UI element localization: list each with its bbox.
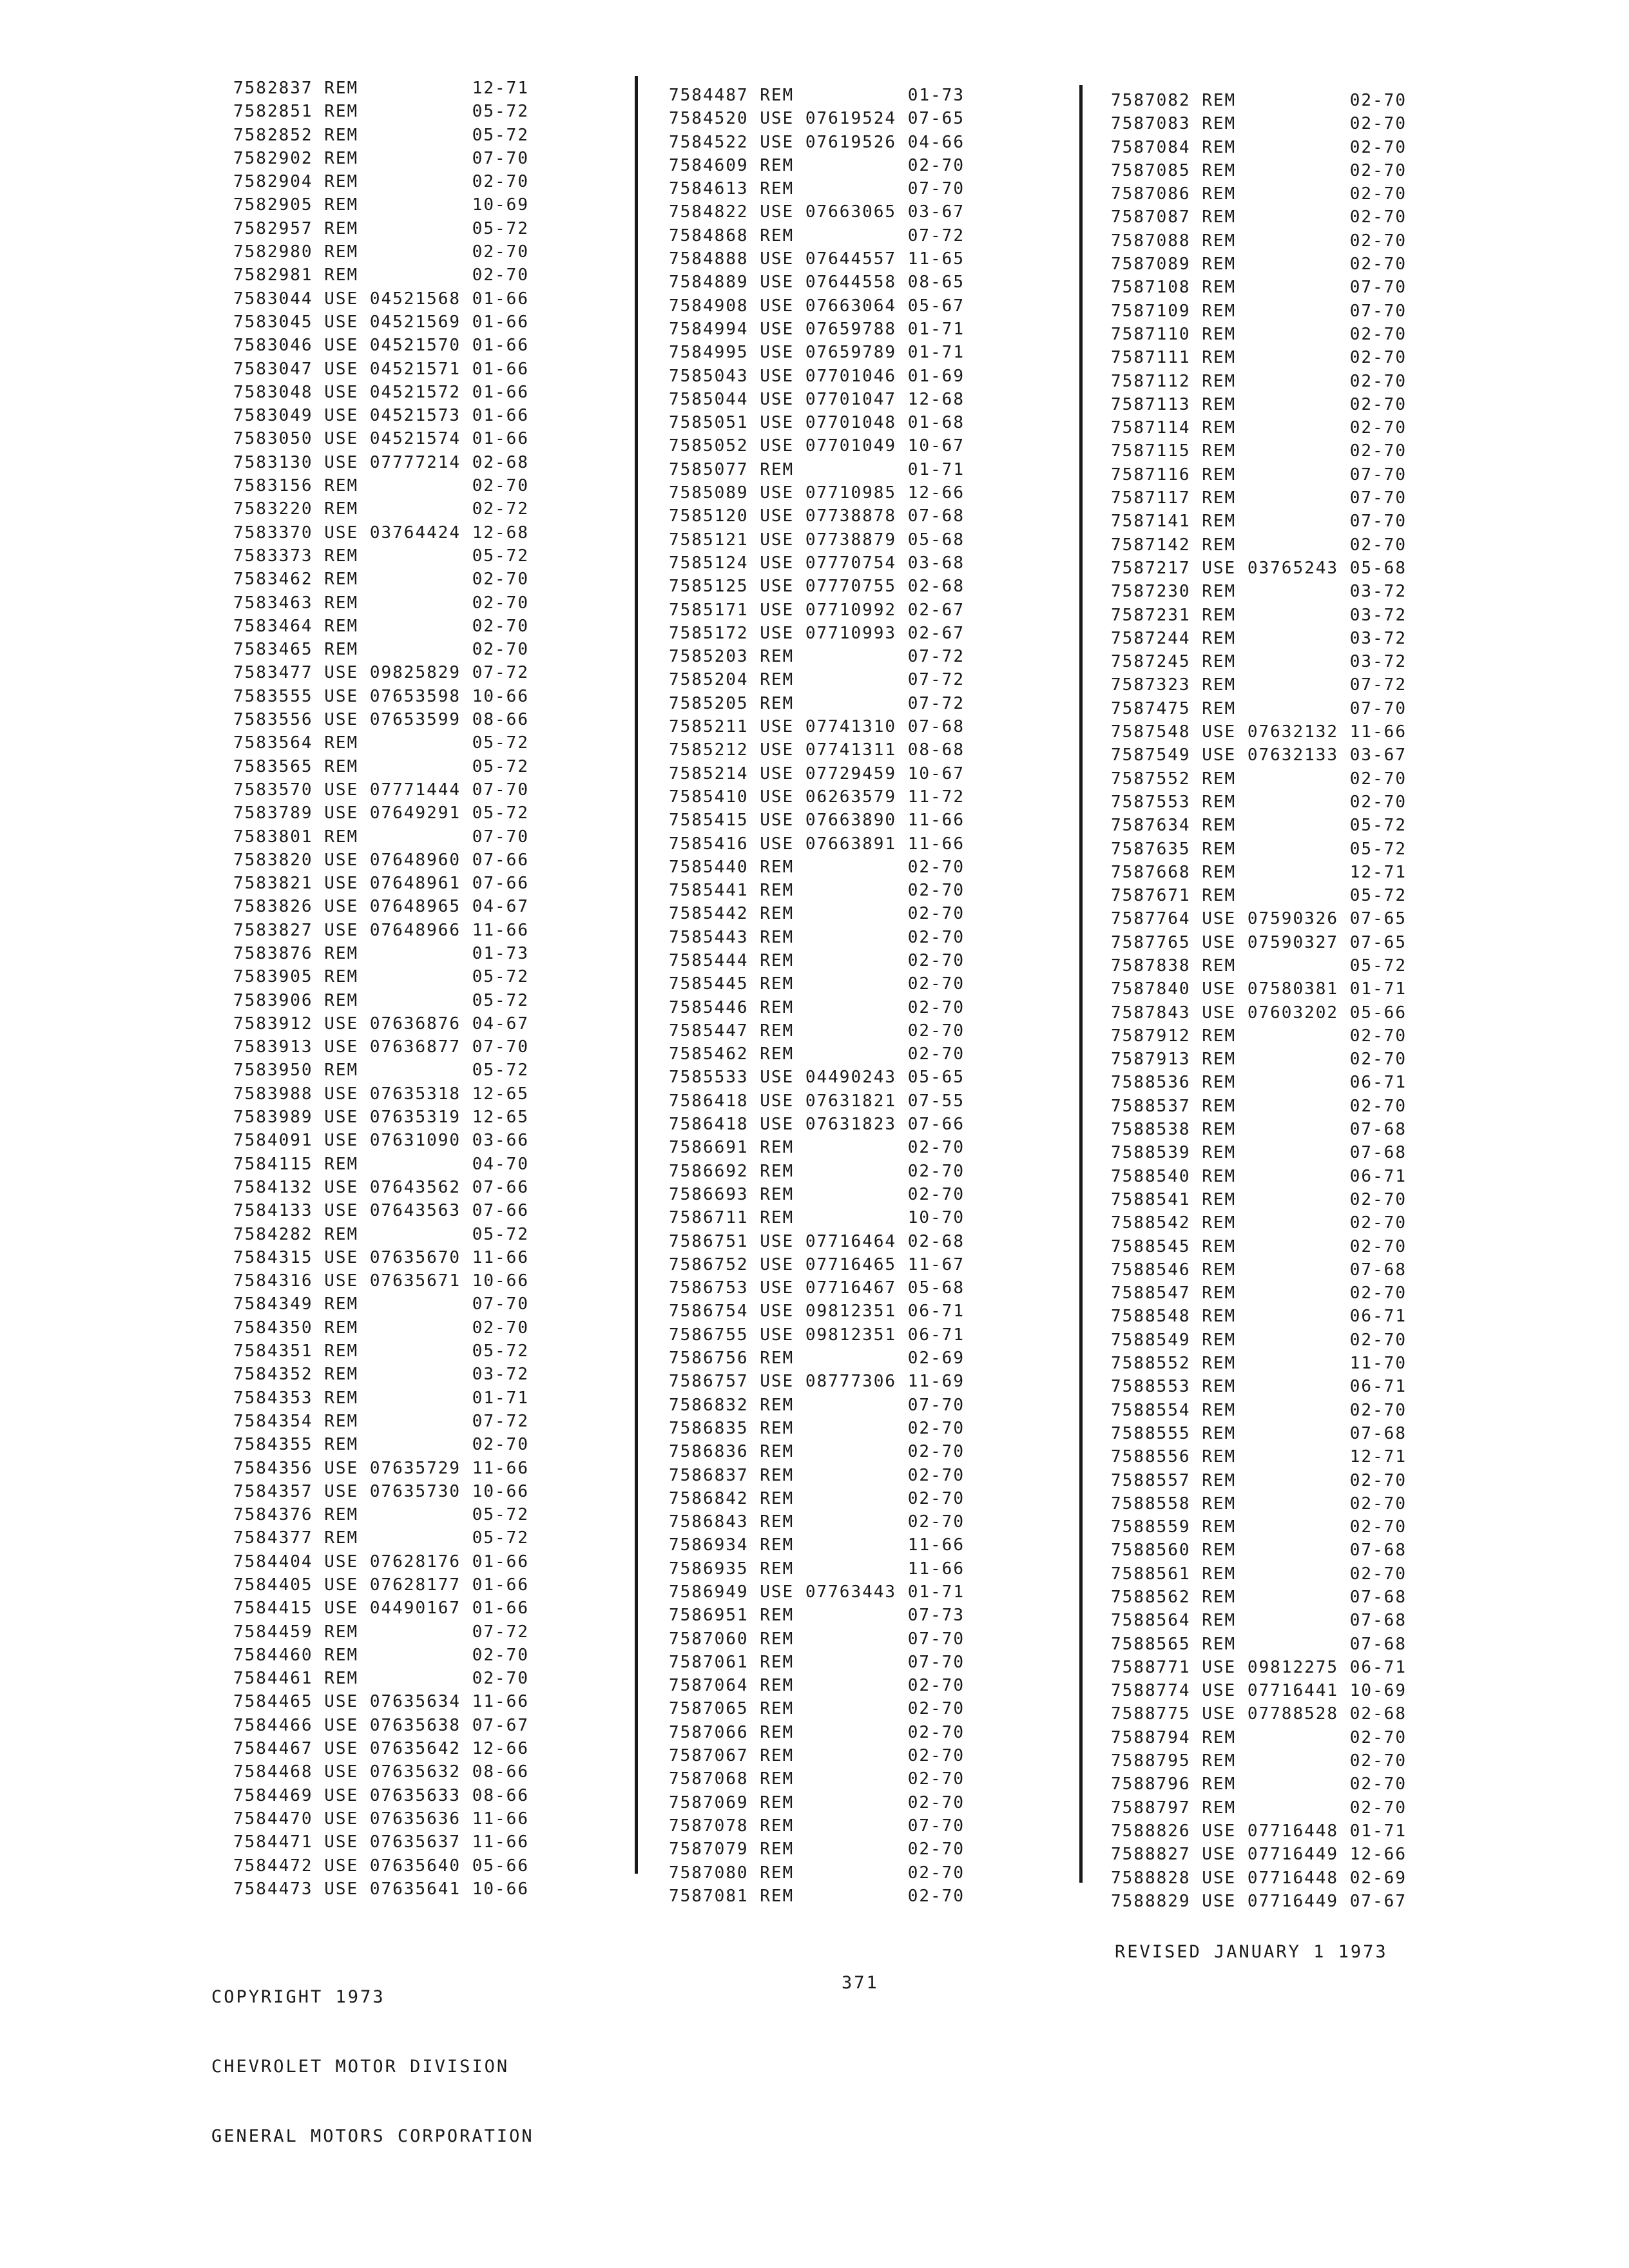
part-entry-row: 7584355 REM 02-70 (233, 1435, 529, 1455)
part-entry-row: 7585446 REM 02-70 (669, 997, 965, 1017)
part-entry-row: 7586837 REM 02-70 (669, 1465, 965, 1485)
part-entry-row: 7588562 REM 07-68 (1111, 1588, 1407, 1607)
part-entry-row: 7584415 USE 04490167 01-66 (233, 1599, 529, 1619)
part-entry-row: 7583373 REM 05-72 (233, 546, 529, 566)
part-entry-row: 7588545 REM 02-70 (1111, 1236, 1407, 1256)
part-entry-row: 7586842 REM 02-70 (669, 1488, 965, 1508)
part-entry-row: 7583570 USE 07771444 07-70 (233, 780, 529, 800)
revision-date: REVISED JANUARY 1 1973 (1115, 1942, 1388, 1962)
part-entry-row: 7584995 USE 07659789 01-71 (669, 343, 965, 363)
part-entry-row: 7584470 USE 07635636 11-66 (233, 1809, 529, 1829)
part-entry-row: 7585212 USE 07741311 08-68 (669, 740, 965, 760)
page-number: 371 (842, 1973, 879, 1993)
part-entry-row: 7586711 REM 10-70 (669, 1208, 965, 1228)
part-entry-row: 7588560 REM 07-68 (1111, 1541, 1407, 1561)
part-entry-row: 7584460 REM 02-70 (233, 1645, 529, 1665)
part-entry-row: 7588546 REM 07-68 (1111, 1260, 1407, 1280)
part-entry-row: 7588538 REM 07-68 (1111, 1120, 1407, 1140)
part-entry-row: 7587838 REM 05-72 (1111, 956, 1407, 975)
part-entry-row: 7585077 REM 01-71 (669, 459, 965, 479)
part-entry-row: 7587082 REM 02-70 (1111, 91, 1407, 110)
part-entry-row: 7584377 REM 05-72 (233, 1528, 529, 1548)
part-entry-row: 7588553 REM 06-71 (1111, 1377, 1407, 1397)
part-entry-row: 7584115 REM 04-70 (233, 1154, 529, 1174)
part-entry-row: 7583913 USE 07636877 07-70 (233, 1037, 529, 1057)
part-entry-row: 7583156 REM 02-70 (233, 476, 529, 496)
part-entry-row: 7586934 REM 11-66 (669, 1535, 965, 1555)
part-entry-row: 7584376 REM 05-72 (233, 1505, 529, 1525)
part-entry-row: 7584357 USE 07635730 10-66 (233, 1481, 529, 1501)
part-entry-row: 7587114 REM 02-70 (1111, 418, 1407, 438)
part-entry-row: 7585171 USE 07710992 02-67 (669, 600, 965, 620)
part-entry-row: 7587116 REM 07-70 (1111, 465, 1407, 485)
part-entry-row: 7587111 REM 02-70 (1111, 348, 1407, 368)
part-entry-row: 7584132 USE 07643562 07-66 (233, 1177, 529, 1197)
part-entry-row: 7587765 USE 07590327 07-65 (1111, 932, 1407, 952)
part-entry-row: 7586836 REM 02-70 (669, 1442, 965, 1462)
part-entry-row: 7587244 REM 03-72 (1111, 628, 1407, 648)
part-entry-row: 7583050 USE 04521574 01-66 (233, 429, 529, 449)
part-entry-row: 7587142 REM 02-70 (1111, 535, 1407, 555)
part-entry-row: 7588828 USE 07716448 02-69 (1111, 1868, 1407, 1888)
part-entry-row: 7583220 REM 02-72 (233, 499, 529, 519)
part-entry-row: 7586756 REM 02-69 (669, 1349, 965, 1369)
part-entry-row: 7584908 USE 07663064 05-67 (669, 296, 965, 316)
part-entry-row: 7585415 USE 07663890 11-66 (669, 811, 965, 831)
part-entry-row: 7587110 REM 02-70 (1111, 324, 1407, 344)
part-entry-row: 7584133 USE 07643563 07-66 (233, 1201, 529, 1221)
part-entry-row: 7585204 REM 07-72 (669, 670, 965, 690)
part-entry-row: 7584994 USE 07659788 01-71 (669, 319, 965, 339)
part-entry-row: 7584405 USE 07628177 01-66 (233, 1575, 529, 1595)
part-entry-row: 7588541 REM 02-70 (1111, 1189, 1407, 1209)
part-entry-row: 7587109 REM 07-70 (1111, 301, 1407, 321)
part-entry-row: 7587141 REM 07-70 (1111, 512, 1407, 532)
part-entry-row: 7587843 USE 07603202 05-66 (1111, 1003, 1407, 1023)
part-entry-row: 7587764 USE 07590326 07-65 (1111, 909, 1407, 929)
part-entry-row: 7583789 USE 07649291 05-72 (233, 803, 529, 823)
part-entry-row: 7583463 REM 02-70 (233, 593, 529, 613)
part-entry-row: 7586949 USE 07763443 01-71 (669, 1582, 965, 1602)
part-entry-row: 7583826 USE 07648965 04-67 (233, 897, 529, 917)
part-entry-row: 7584522 USE 07619526 04-66 (669, 132, 965, 152)
part-entry-row: 7588797 REM 02-70 (1111, 1798, 1407, 1818)
part-entry-row: 7583477 USE 09825829 07-72 (233, 663, 529, 683)
part-entry-row: 7582904 REM 02-70 (233, 172, 529, 192)
part-entry-row: 7586752 USE 07716465 11-67 (669, 1254, 965, 1274)
part-entry-row: 7588548 REM 06-71 (1111, 1307, 1407, 1327)
part-entry-row: 7585410 USE 06263579 11-72 (669, 787, 965, 807)
part-entry-row: 7587912 REM 02-70 (1111, 1026, 1407, 1046)
part-entry-row: 7586755 USE 09812351 06-71 (669, 1325, 965, 1345)
part-entry-row: 7587079 REM 02-70 (669, 1840, 965, 1860)
part-entry-row: 7585444 REM 02-70 (669, 950, 965, 970)
part-entry-row: 7583465 REM 02-70 (233, 640, 529, 660)
part-entry-row: 7585441 REM 02-70 (669, 881, 965, 901)
part-entry-row: 7588540 REM 06-71 (1111, 1166, 1407, 1186)
footer-copyright-block (211, 1939, 534, 2171)
part-entry-row: 7584469 USE 07635633 08-66 (233, 1785, 529, 1805)
part-entry-row: 7586418 USE 07631823 07-66 (669, 1115, 965, 1135)
part-entry-row: 7587230 REM 03-72 (1111, 582, 1407, 602)
part-entry-row: 7587840 USE 07580381 01-71 (1111, 979, 1407, 999)
part-entry-row: 7586691 REM 02-70 (669, 1138, 965, 1158)
part-entry-row: 7588774 USE 07716441 10-69 (1111, 1681, 1407, 1701)
part-entry-row: 7586832 REM 07-70 (669, 1395, 965, 1415)
part-entry-row: 7583464 REM 02-70 (233, 616, 529, 636)
part-entry-row: 7588561 REM 02-70 (1111, 1564, 1407, 1584)
part-entry-row: 7586692 REM 02-70 (669, 1161, 965, 1181)
part-entry-row: 7587081 REM 02-70 (669, 1886, 965, 1906)
part-entry-row: 7587668 REM 12-71 (1111, 862, 1407, 882)
part-entry-row: 7584354 REM 07-72 (233, 1411, 529, 1431)
part-entry-row: 7587475 REM 07-70 (1111, 698, 1407, 718)
part-entry-row: 7583047 USE 04521571 01-66 (233, 359, 529, 379)
part-entry-row: 7585211 USE 07741310 07-68 (669, 717, 965, 737)
part-entry-row: 7587061 REM 07-70 (669, 1652, 965, 1672)
part-entry-row: 7587913 REM 02-70 (1111, 1050, 1407, 1070)
part-entry-row: 7585172 USE 07710993 02-67 (669, 623, 965, 643)
part-entry-row: 7583565 REM 05-72 (233, 756, 529, 776)
part-entry-row: 7588564 REM 07-68 (1111, 1611, 1407, 1631)
part-entry-row: 7587549 USE 07632133 03-67 (1111, 745, 1407, 765)
part-entry-row: 7582852 REM 05-72 (233, 125, 529, 145)
part-entry-row: 7584467 USE 07635642 12-66 (233, 1739, 529, 1759)
part-entry-row: 7584352 REM 03-72 (233, 1365, 529, 1385)
part-entry-row: 7582957 REM 05-72 (233, 218, 529, 238)
column-divider-1 (635, 76, 638, 1874)
part-entry-row: 7586843 REM 02-70 (669, 1512, 965, 1532)
part-entry-row: 7587635 REM 05-72 (1111, 839, 1407, 859)
part-entry-row: 7588549 REM 02-70 (1111, 1330, 1407, 1350)
part-entry-row: 7582905 REM 10-69 (233, 195, 529, 215)
part-entry-row: 7584473 USE 07635641 10-66 (233, 1879, 529, 1899)
part-entry-row: 7582851 REM 05-72 (233, 102, 529, 122)
part-entry-row: 7585533 USE 04490243 05-65 (669, 1068, 965, 1088)
part-entry-row: 7585125 USE 07770755 02-68 (669, 577, 965, 597)
part-entry-row: 7584466 USE 07635638 07-67 (233, 1715, 529, 1735)
part-entry-row: 7588537 REM 02-70 (1111, 1096, 1407, 1116)
part-entry-row: 7585462 REM 02-70 (669, 1044, 965, 1064)
part-entry-row: 7583821 USE 07648961 07-66 (233, 874, 529, 894)
part-entry-row: 7587086 REM 02-70 (1111, 184, 1407, 204)
part-entry-row: 7584888 USE 07644557 11-65 (669, 249, 965, 269)
part-entry-row: 7587231 REM 03-72 (1111, 605, 1407, 625)
part-entry-row: 7587067 REM 02-70 (669, 1746, 965, 1766)
part-entry-row: 7585051 USE 07701048 01-68 (669, 413, 965, 433)
part-entry-row: 7587088 REM 02-70 (1111, 231, 1407, 251)
part-entry-row: 7585043 USE 07701046 01-69 (669, 366, 965, 386)
part-entry-row: 7583906 REM 05-72 (233, 990, 529, 1010)
part-entry-row: 7588826 USE 07716448 01-71 (1111, 1821, 1407, 1841)
part-entry-row: 7586753 USE 07716467 05-68 (669, 1278, 965, 1298)
part-entry-row: 7584520 USE 07619524 07-65 (669, 109, 965, 129)
part-entry-row: 7588539 REM 07-68 (1111, 1143, 1407, 1163)
part-entry-row: 7584468 USE 07635632 08-66 (233, 1762, 529, 1782)
part-entry-row: 7588536 REM 06-71 (1111, 1073, 1407, 1093)
part-entry-row: 7583046 USE 04521570 01-66 (233, 336, 529, 356)
part-entry-row: 7587548 USE 07632132 11-66 (1111, 722, 1407, 742)
part-entry-row: 7588775 USE 07788528 02-68 (1111, 1704, 1407, 1724)
part-entry-row: 7587068 REM 02-70 (669, 1769, 965, 1789)
part-entry-row: 7584350 REM 02-70 (233, 1318, 529, 1338)
part-entry-row: 7587084 REM 02-70 (1111, 137, 1407, 157)
part-entry-row: 7584404 USE 07628176 01-66 (233, 1552, 529, 1571)
part-entry-row: 7582837 REM 12-71 (233, 79, 529, 98)
part-entry-row: 7586751 USE 07716464 02-68 (669, 1231, 965, 1251)
part-entry-row: 7585044 USE 07701047 12-68 (669, 389, 965, 409)
part-entry-row: 7586951 REM 07-73 (669, 1606, 965, 1626)
part-entry-row: 7584609 REM 02-70 (669, 155, 965, 175)
part-entry-row: 7587078 REM 07-70 (669, 1816, 965, 1836)
part-entry-row: 7588794 REM 02-70 (1111, 1727, 1407, 1747)
part-entry-row: 7587671 REM 05-72 (1111, 886, 1407, 906)
part-entry-row: 7588555 REM 07-68 (1111, 1423, 1407, 1443)
part-entry-row: 7587085 REM 02-70 (1111, 160, 1407, 180)
part-entry-row: 7587115 REM 02-70 (1111, 441, 1407, 461)
part-entry-row: 7588771 USE 09812275 06-71 (1111, 1657, 1407, 1677)
part-entry-row: 7588547 REM 02-70 (1111, 1283, 1407, 1303)
part-entry-row: 7588542 REM 02-70 (1111, 1213, 1407, 1233)
part-entry-row: 7583370 USE 03764424 12-68 (233, 523, 529, 543)
part-entry-row: 7586757 USE 08777306 11-69 (669, 1372, 965, 1392)
part-entry-row: 7583801 REM 07-70 (233, 827, 529, 847)
part-entry-row: 7587553 REM 02-70 (1111, 792, 1407, 812)
part-entry-row: 7584487 REM 01-73 (669, 86, 965, 105)
part-entry-row: 7588552 REM 11-70 (1111, 1354, 1407, 1374)
part-entry-row: 7583048 USE 04521572 01-66 (233, 382, 529, 402)
parts-column-2 (669, 84, 965, 1908)
part-entry-row: 7585121 USE 07738879 05-68 (669, 530, 965, 550)
part-entry-row: 7584282 REM 05-72 (233, 1224, 529, 1244)
part-entry-row: 7583556 USE 07653599 08-66 (233, 710, 529, 730)
part-entry-row: 7584461 REM 02-70 (233, 1669, 529, 1689)
part-entry-row: 7583988 USE 07635318 12-65 (233, 1084, 529, 1104)
part-entry-row: 7583462 REM 02-70 (233, 570, 529, 590)
part-entry-row: 7584351 REM 05-72 (233, 1341, 529, 1361)
part-entry-row: 7587064 REM 02-70 (669, 1676, 965, 1696)
part-entry-row: 7588796 REM 02-70 (1111, 1774, 1407, 1794)
part-entry-row: 7586835 REM 02-70 (669, 1418, 965, 1438)
corporation-line: GENERAL MOTORS CORPORATION (211, 2126, 534, 2146)
part-entry-row: 7587634 REM 05-72 (1111, 816, 1407, 836)
column-divider-2 (1079, 85, 1083, 1883)
part-entry-row: 7584459 REM 07-72 (233, 1622, 529, 1642)
part-entry-row: 7584472 USE 07635640 05-66 (233, 1856, 529, 1876)
part-entry-row: 7584465 USE 07635634 11-66 (233, 1692, 529, 1712)
division-line: CHEVROLET MOTOR DIVISION (211, 2057, 510, 2077)
part-entry-row: 7587080 REM 02-70 (669, 1863, 965, 1883)
part-entry-row: 7584353 REM 01-71 (233, 1388, 529, 1408)
part-entry-row: 7583049 USE 04521573 01-66 (233, 406, 529, 426)
part-entry-row: 7584613 REM 07-70 (669, 179, 965, 199)
part-entry-row: 7583555 USE 07653598 10-66 (233, 686, 529, 706)
part-entry-row: 7587083 REM 02-70 (1111, 114, 1407, 134)
part-entry-row: 7583564 REM 05-72 (233, 733, 529, 753)
part-entry-row: 7583950 REM 05-72 (233, 1061, 529, 1081)
part-entry-row: 7587217 USE 03765243 05-68 (1111, 558, 1407, 578)
part-entry-row: 7588795 REM 02-70 (1111, 1751, 1407, 1771)
part-entry-row: 7588558 REM 02-70 (1111, 1494, 1407, 1514)
part-entry-row: 7583905 REM 05-72 (233, 967, 529, 987)
part-entry-row: 7584316 USE 07635671 10-66 (233, 1271, 529, 1291)
part-entry-row: 7586693 REM 02-70 (669, 1184, 965, 1204)
part-entry-row: 7588557 REM 02-70 (1111, 1470, 1407, 1490)
part-entry-row: 7586935 REM 11-66 (669, 1559, 965, 1579)
part-entry-row: 7583045 USE 04521569 01-66 (233, 312, 529, 332)
part-entry-row: 7587323 REM 07-72 (1111, 675, 1407, 695)
parts-column-3 (1111, 89, 1407, 1913)
part-entry-row: 7587112 REM 02-70 (1111, 371, 1407, 391)
part-entry-row: 7587087 REM 02-70 (1111, 207, 1407, 227)
part-entry-row: 7582981 REM 02-70 (233, 265, 529, 285)
part-entry-row: 7582980 REM 02-70 (233, 242, 529, 262)
part-entry-row: 7588556 REM 12-71 (1111, 1447, 1407, 1467)
part-entry-row: 7587117 REM 07-70 (1111, 488, 1407, 508)
part-entry-row: 7582902 REM 07-70 (233, 148, 529, 168)
part-entry-row: 7585442 REM 02-70 (669, 904, 965, 924)
part-entry-row: 7584822 USE 07663065 03-67 (669, 202, 965, 222)
part-entry-row: 7586418 USE 07631821 07-55 (669, 1091, 965, 1111)
part-entry-row: 7584471 USE 07635637 11-66 (233, 1832, 529, 1852)
part-entry-row: 7585205 REM 07-72 (669, 693, 965, 713)
part-entry-row: 7588565 REM 07-68 (1111, 1634, 1407, 1654)
part-entry-row: 7585120 USE 07738878 07-68 (669, 506, 965, 526)
part-entry-row: 7585447 REM 02-70 (669, 1021, 965, 1041)
part-entry-row: 7584868 REM 07-72 (669, 226, 965, 245)
part-entry-row: 7585124 USE 07770754 03-68 (669, 553, 965, 573)
part-entry-row: 7585089 USE 07710985 12-66 (669, 483, 965, 503)
part-entry-row: 7587113 REM 02-70 (1111, 394, 1407, 414)
part-entry-row: 7583989 USE 07635319 12-65 (233, 1108, 529, 1128)
part-entry-row: 7585440 REM 02-70 (669, 857, 965, 877)
part-entry-row: 7585416 USE 07663891 11-66 (669, 834, 965, 854)
part-entry-row: 7587089 REM 02-70 (1111, 255, 1407, 274)
part-entry-row: 7583130 USE 07777214 02-68 (233, 452, 529, 472)
part-entry-row: 7585214 USE 07729459 10-67 (669, 764, 965, 783)
part-entry-row: 7587245 REM 03-72 (1111, 652, 1407, 672)
part-entry-row: 7585052 USE 07701049 10-67 (669, 436, 965, 456)
part-entry-row: 7587060 REM 07-70 (669, 1629, 965, 1649)
part-entry-row: 7583820 USE 07648960 07-66 (233, 850, 529, 870)
part-entry-row: 7584349 REM 07-70 (233, 1294, 529, 1314)
part-entry-row: 7587066 REM 02-70 (669, 1722, 965, 1742)
part-entry-row: 7586754 USE 09812351 06-71 (669, 1302, 965, 1321)
part-entry-row: 7584315 USE 07635670 11-66 (233, 1247, 529, 1267)
part-entry-row: 7587108 REM 07-70 (1111, 278, 1407, 298)
part-entry-row: 7583044 USE 04521568 01-66 (233, 289, 529, 309)
part-entry-row: 7587069 REM 02-70 (669, 1792, 965, 1812)
part-entry-row: 7588554 REM 02-70 (1111, 1400, 1407, 1420)
part-entry-row: 7587552 REM 02-70 (1111, 769, 1407, 789)
part-entry-row: 7588827 USE 07716449 12-66 (1111, 1845, 1407, 1865)
part-entry-row: 7584889 USE 07644558 08-65 (669, 273, 965, 293)
part-entry-row: 7588559 REM 02-70 (1111, 1517, 1407, 1537)
part-entry-row: 7585203 REM 07-72 (669, 647, 965, 667)
part-entry-row: 7583876 REM 01-73 (233, 943, 529, 963)
part-entry-row: 7588829 USE 07716449 07-67 (1111, 1891, 1407, 1911)
part-entry-row: 7587065 REM 02-70 (669, 1699, 965, 1719)
parts-column-1 (233, 77, 529, 1901)
part-entry-row: 7585443 REM 02-70 (669, 927, 965, 947)
part-entry-row: 7583912 USE 07636876 04-67 (233, 1014, 529, 1033)
copyright-line: COPYRIGHT 1973 (211, 1987, 385, 2007)
part-entry-row: 7585445 REM 02-70 (669, 974, 965, 994)
part-entry-row: 7584356 USE 07635729 11-66 (233, 1458, 529, 1478)
part-entry-row: 7584091 USE 07631090 03-66 (233, 1131, 529, 1151)
part-entry-row: 7583827 USE 07648966 11-66 (233, 920, 529, 940)
